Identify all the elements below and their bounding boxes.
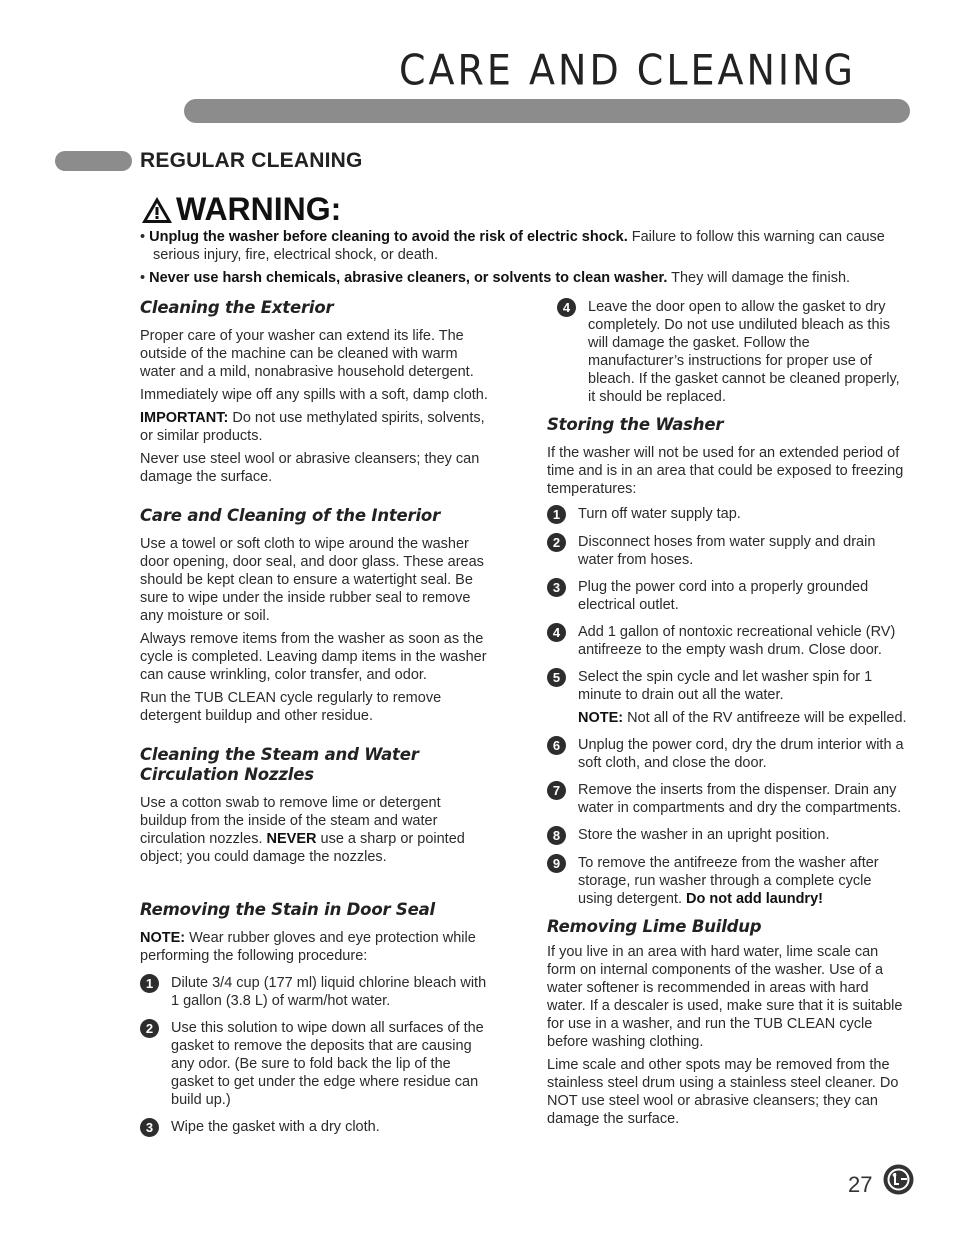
storing-step bbox=[547, 826, 907, 845]
step-number-badge: 4 bbox=[547, 623, 566, 642]
step-text: Wipe the gasket with a dry cloth. bbox=[171, 1119, 380, 1135]
storing-heading: Storing the Washer bbox=[547, 415, 724, 434]
warning-item-text: They will damage the finish. bbox=[667, 270, 851, 286]
warning-item-text: Failure to follow this warning can cause serious injury, fire, electrical shock, or death. bbox=[153, 229, 885, 263]
step-number-badge: 9 bbox=[547, 854, 566, 873]
step-text: Disconnect hoses from water supply and drain water from hoses. bbox=[578, 534, 876, 568]
nozzles-text: Use a cotton swab to remove lime or detergent buildup from the inside of the steam and water circulation nozzles. bbox=[140, 795, 441, 847]
warning-item-bold: Never use harsh chemicals, abrasive cleaners, or solvents to clean washer. bbox=[149, 270, 668, 286]
stain-step bbox=[140, 1118, 490, 1137]
storing-step bbox=[547, 854, 907, 908]
exterior-paragraph: Immediately wipe off any spills with a soft, damp cloth. bbox=[140, 387, 488, 403]
step-text bbox=[578, 668, 907, 727]
step-text: Plug the power cord into a properly grounded electrical outlet. bbox=[578, 579, 869, 613]
lime-section bbox=[547, 917, 907, 1128]
lg-logo-icon bbox=[883, 1164, 914, 1195]
nozzles-heading bbox=[140, 745, 490, 785]
storing-section bbox=[547, 415, 907, 908]
stain-step bbox=[140, 974, 490, 1010]
step-number-badge: 4 bbox=[557, 298, 576, 317]
step-number-badge: 1 bbox=[140, 974, 159, 993]
storing-step bbox=[547, 578, 907, 614]
page-title: CARE AND CLEANING bbox=[399, 45, 856, 95]
step-text bbox=[578, 854, 907, 908]
step-number-badge: 6 bbox=[547, 736, 566, 755]
storing-step bbox=[547, 533, 907, 569]
warning-title bbox=[140, 191, 341, 228]
storing-step bbox=[547, 505, 907, 524]
stain-step bbox=[557, 298, 907, 406]
step-text: Leave the door open to allow the gasket to dry completely. Do not use undiluted bleach as this will damage the gasket. Follow the manufacturer’s instructions for proper use of bleach. If the gasket cannot be cleaned properly, it should be replaced. bbox=[588, 299, 900, 405]
step-text-main: To remove the antifreeze from the washer after storage, run washer through a complete cycle using detergent. bbox=[578, 855, 879, 907]
never-label: NEVER bbox=[266, 831, 317, 847]
step-number-badge: 5 bbox=[547, 668, 566, 687]
note-label: NOTE: bbox=[578, 710, 624, 726]
storing-intro: If the washer will not be used for an extended period of time and is in an area that could be exposed to freezing temperatures: bbox=[547, 445, 904, 497]
step-number-badge: 8 bbox=[547, 826, 566, 845]
step-text-main: Select the spin cycle and let washer spin for 1 minute to drain out all the water. bbox=[578, 669, 873, 703]
exterior-paragraph: Never use steel wool or abrasive cleansers; they can damage the surface. bbox=[140, 451, 480, 485]
step-number-badge: 2 bbox=[140, 1019, 159, 1038]
step-text: Unplug the power cord, dry the drum interior with a soft cloth, and close the door. bbox=[578, 737, 904, 771]
step-text: Turn off water supply tap. bbox=[578, 506, 741, 522]
storing-step bbox=[547, 736, 907, 772]
left-column bbox=[140, 298, 490, 1146]
warning-item-bold: Unplug the washer before cleaning to avoid the risk of electric shock. bbox=[149, 229, 628, 245]
warning-list bbox=[140, 228, 912, 292]
step-text-bold: Do not add laundry! bbox=[686, 891, 823, 907]
storing-step bbox=[547, 668, 907, 727]
warning-item: • Never use harsh chemicals, abrasive cleaners, or solvents to clean washer. They will damage the finish. bbox=[140, 270, 851, 286]
nozzles-paragraph bbox=[140, 794, 490, 866]
storing-step bbox=[547, 781, 907, 817]
step-text: Store the washer in an upright position. bbox=[578, 827, 830, 843]
interior-paragraph: Run the TUB CLEAN cycle regularly to remove detergent buildup and other residue. bbox=[140, 690, 442, 724]
interior-paragraph: Use a towel or soft cloth to wipe around the washer door opening, door seal, and door glass. These areas should be kept clean to ensure a watertight seal. Be sure to wipe under the inside rubber seal to remove any moisture or soil. bbox=[140, 536, 484, 624]
stain-heading: Removing the Stain in Door Seal bbox=[140, 900, 435, 919]
exterior-section bbox=[140, 298, 490, 486]
nozzles-heading-line: Cleaning the Steam and Water bbox=[140, 745, 419, 764]
step-text: Dilute 3/4 cup (177 ml) liquid chlorine bleach with 1 gallon (3.8 L) of warm/hot water. bbox=[171, 975, 487, 1009]
stain-note bbox=[140, 929, 490, 965]
lime-paragraph: If you live in an area with hard water, lime scale can form on internal components of the washer. Use of a water softener is recommended in areas with hard water. If a descaler is used, make sure that it is suitable for use in a washer, and run the TUB CLEAN cycle before washing clothing. bbox=[547, 944, 903, 1050]
step-text: Add 1 gallon of nontoxic recreational vehicle (RV) antifreeze to the empty wash drum. Close door. bbox=[578, 624, 896, 658]
step-text: Remove the inserts from the dispenser. Drain any water in compartments and dry the compartments. bbox=[578, 782, 902, 816]
exterior-paragraph: Proper care of your washer can extend its life. The outside of the machine can be cleaned with warm water and a mild, nonabrasive household detergent. bbox=[140, 328, 474, 380]
lime-paragraph: Lime scale and other spots may be removed from the stainless steel drum using a stainless steel cleaner. Do NOT use steel wool or abrasive cleansers; they can damage the surface. bbox=[547, 1057, 899, 1127]
title-bar bbox=[184, 99, 910, 123]
exterior-important bbox=[140, 409, 490, 445]
step-number-badge: 1 bbox=[547, 505, 566, 524]
section-pill bbox=[55, 151, 132, 171]
important-text: Do not use methylated spirits, solvents, or similar products. bbox=[140, 410, 485, 444]
nozzles-heading-line: Circulation Nozzles bbox=[140, 765, 314, 784]
note-text: Not all of the RV antifreeze will be expelled. bbox=[623, 710, 907, 726]
nozzles-text: use a sharp or pointed object; you could damage the nozzles. bbox=[140, 831, 465, 865]
page-number: 27 bbox=[848, 1172, 873, 1197]
warning-item: • Unplug the washer before cleaning to avoid the risk of electric shock. Failure to follow this warning can cause serious injury, fire, electrical shock, or death. bbox=[140, 229, 885, 263]
important-label: IMPORTANT: bbox=[140, 410, 229, 426]
nozzles-section bbox=[140, 745, 490, 866]
step-number-badge: 7 bbox=[547, 781, 566, 800]
section-heading: REGULAR CLEANING bbox=[140, 149, 363, 172]
step-text: Use this solution to wipe down all surfaces of the gasket to remove the deposits that are causing any odor. (Be sure to fold back the lip of the gasket to get under the edge where residue can build up.) bbox=[171, 1020, 484, 1108]
note-label: NOTE: bbox=[140, 930, 186, 946]
lime-heading: Removing Lime Buildup bbox=[547, 917, 762, 936]
stain-step bbox=[140, 1019, 490, 1109]
step-number-badge: 3 bbox=[140, 1118, 159, 1137]
interior-paragraph: Always remove items from the washer as soon as the cycle is completed. Leaving damp items in the washer can cause wrinkling, color transfer, and odor. bbox=[140, 631, 487, 683]
warning-title-text: WARNING: bbox=[176, 191, 342, 227]
right-column bbox=[547, 298, 907, 1133]
storing-step bbox=[547, 623, 907, 659]
interior-heading: Care and Cleaning of the Interior bbox=[140, 506, 441, 525]
step-number-badge: 2 bbox=[547, 533, 566, 552]
exterior-heading: Cleaning the Exterior bbox=[140, 298, 334, 317]
step-note bbox=[578, 709, 907, 727]
interior-section bbox=[140, 506, 490, 725]
note-text: Wear rubber gloves and eye protection while performing the following procedure: bbox=[140, 930, 476, 964]
warning-icon bbox=[140, 195, 174, 225]
stain-section bbox=[140, 900, 490, 1137]
step-number-badge: 3 bbox=[547, 578, 566, 597]
